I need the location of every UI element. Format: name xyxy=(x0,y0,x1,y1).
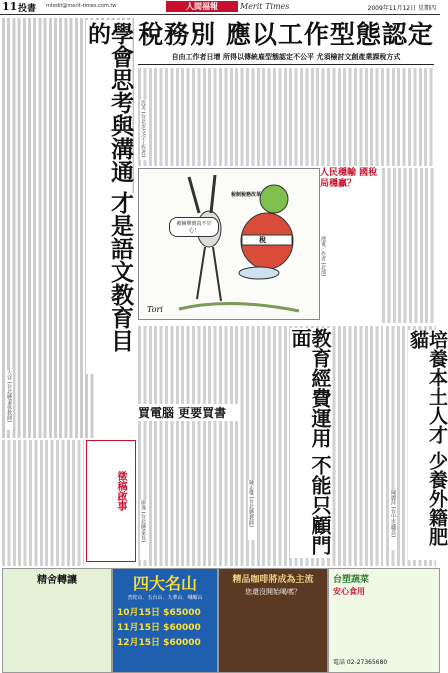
ad2-price-2: 11月15日 $60000 xyxy=(117,623,201,633)
body-text-block xyxy=(2,18,94,438)
editorial-cartoon xyxy=(138,168,320,320)
ad2-subtitle: 普陀山．五台山．九華山．峨嵋山 xyxy=(127,595,203,601)
story1-headline: 教育經費運用 不能只顧門面 xyxy=(290,328,330,558)
right-body-text xyxy=(382,168,436,323)
belly-label: 稅 xyxy=(259,236,266,244)
story3-byline: 陳麗萍 (台中市/職員) xyxy=(390,490,397,550)
notice-title: 徵稿啟事 xyxy=(115,471,126,511)
ad3-title: 精品咖啡將成為主流 xyxy=(232,575,314,585)
left-byline: 大容 (台北縣/退休教師) xyxy=(6,370,13,430)
cartoon-title: 人民穩輸 國稅局穩贏？ xyxy=(320,168,378,189)
ad-vegetables[interactable] xyxy=(328,568,440,673)
ad4-title: 台塑蔬菜 xyxy=(333,575,370,585)
ad-coffee[interactable] xyxy=(218,568,328,673)
divider xyxy=(138,64,434,65)
main-byline: 沈英 (台北市/文字工作者) xyxy=(140,100,147,160)
paper-english-name: Merit Times xyxy=(240,2,290,11)
ad3-subtitle: 您還沒開始喝嗎？ xyxy=(245,588,301,596)
mid-body-text xyxy=(138,326,383,566)
story3-headline: 培養本土人才 少養外籍肥貓 xyxy=(408,330,446,560)
section-name: 投書 xyxy=(18,4,37,14)
main-headline: 稅務別 應以工作型態認定 xyxy=(138,20,434,49)
ad4-subtitle: 安心食用 xyxy=(333,586,365,596)
ad-four-mountains[interactable] xyxy=(112,568,218,673)
main-subhead: 自由工作者日增 所得以傳統雇型態認定不公平 尤須檢討文創產業課稅方式 xyxy=(171,53,401,61)
story2-byline: 廖逸 (台北縣/家長) xyxy=(140,500,147,560)
main-body-text xyxy=(138,68,434,166)
ad1-title: 精舍轉讓 xyxy=(37,575,77,586)
issue-date: 2009年11月12日 星期四 xyxy=(367,5,436,12)
left-headline: 學會思考與溝通 才是語文教育目的 xyxy=(86,20,132,374)
cartoon-credit: 漫畫／作者 (北部) xyxy=(320,236,326,277)
ad-temple-transfer[interactable] xyxy=(2,568,112,673)
ad2-title: 四大名山 xyxy=(132,574,197,593)
ad2-price-3: 12月15日 $60000 xyxy=(117,638,201,648)
paper-logo: 人間福報 xyxy=(166,1,238,12)
ad4-phone: 電話 02-27365680 xyxy=(333,659,388,666)
story2-headline: 買電腦 更要買書 xyxy=(138,404,238,421)
speech-bubble-right: 稅制稅務改革 xyxy=(231,192,262,198)
notice-body-text xyxy=(2,440,84,566)
cartoon-drawing xyxy=(139,169,319,319)
speech-bubble-left: 被檢舉到真不甘心！ xyxy=(169,217,219,237)
page-number: 11 xyxy=(2,0,18,13)
notice-box xyxy=(86,440,136,562)
cartoonist-signature: Tori xyxy=(147,305,163,314)
ad2-price-1: 10月15日 $65000 xyxy=(117,608,201,618)
editor-email[interactable]: mtedit@merit-times.com.tw xyxy=(46,3,117,9)
story1-byline: 陳志傑 (台北縣/教師) xyxy=(248,480,255,540)
